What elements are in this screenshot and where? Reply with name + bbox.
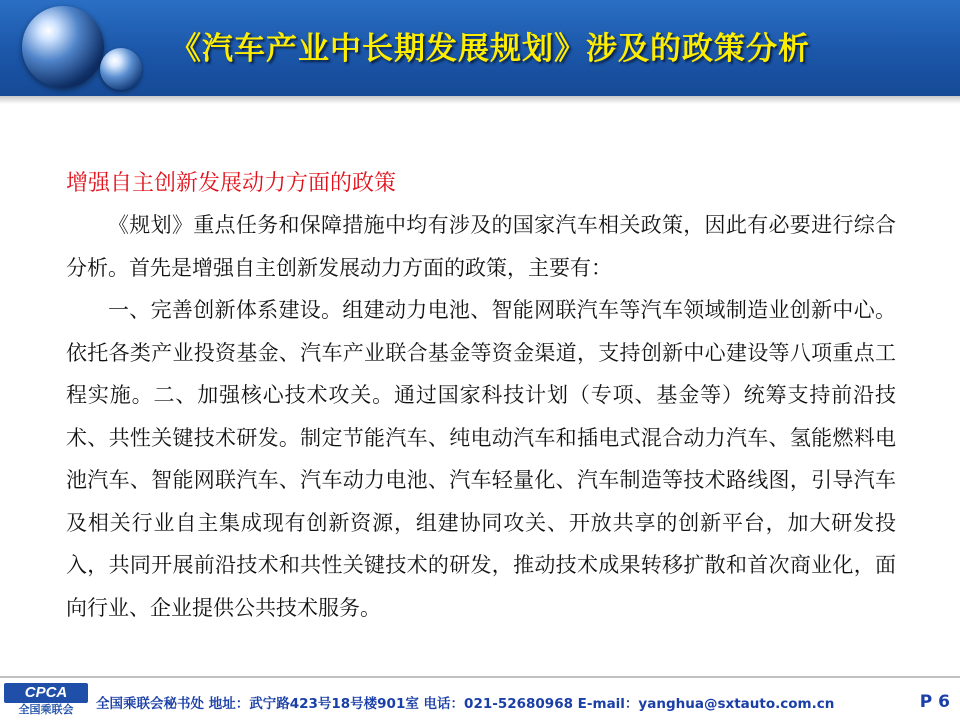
logo-wordmark: CPCA [4,683,88,703]
slide-title: 《汽车产业中长期发展规划》涉及的政策分析 [170,31,810,67]
decorative-orb-large [22,6,104,88]
header-divider [0,96,960,104]
paragraph-body: 一、完善创新体系建设。组建动力电池、智能网联汽车等汽车领域制造业创新中心。依托各类产业投资基金、汽车产业联合基金等资金渠道，支持创新中心建设等八项重点工程实施。二、加强核心技术攻关。通过国家科技计划（专项、基金等）统筹支持前沿技术、共性关键技术研发。制定节能汽车、纯电动汽车和插电式混合动力汽车、氢能燃料电池汽车、智能网联汽车、汽车动力电池、汽车轻量化、汽车制造等技术路线图，引导汽车及相关行业自主集成现有创新资源，组建协同攻关、开放共享的创新平台，加大研发投入，共同开展前沿技术和共性关键技术的研发，推动技术成果转移扩散和首次商业化，面向行业、企业提供公共技术服务。 [66,298,896,620]
decorative-orb-small [100,48,142,90]
slide-content [66,168,896,629]
footer-divider [0,676,960,678]
cpca-logo [4,683,88,717]
page-number: P 6 [919,692,950,712]
footer-contact-info: 全国乘联会秘书处 地址：武宁路423号18号楼901室 电话：021-52680968 E-mail：yanghua@sxtauto.com.cn [96,696,835,712]
paragraph-intro: 《规划》重点任务和保障措施中均有涉及的国家汽车相关政策，因此有必要进行综合分析。首先是增强自主创新发展动力方面的政策，主要有： [66,213,896,280]
section-heading: 增强自主创新发展动力方面的政策 [66,171,397,196]
logo-subtext: 全国乘联会 [18,703,74,716]
